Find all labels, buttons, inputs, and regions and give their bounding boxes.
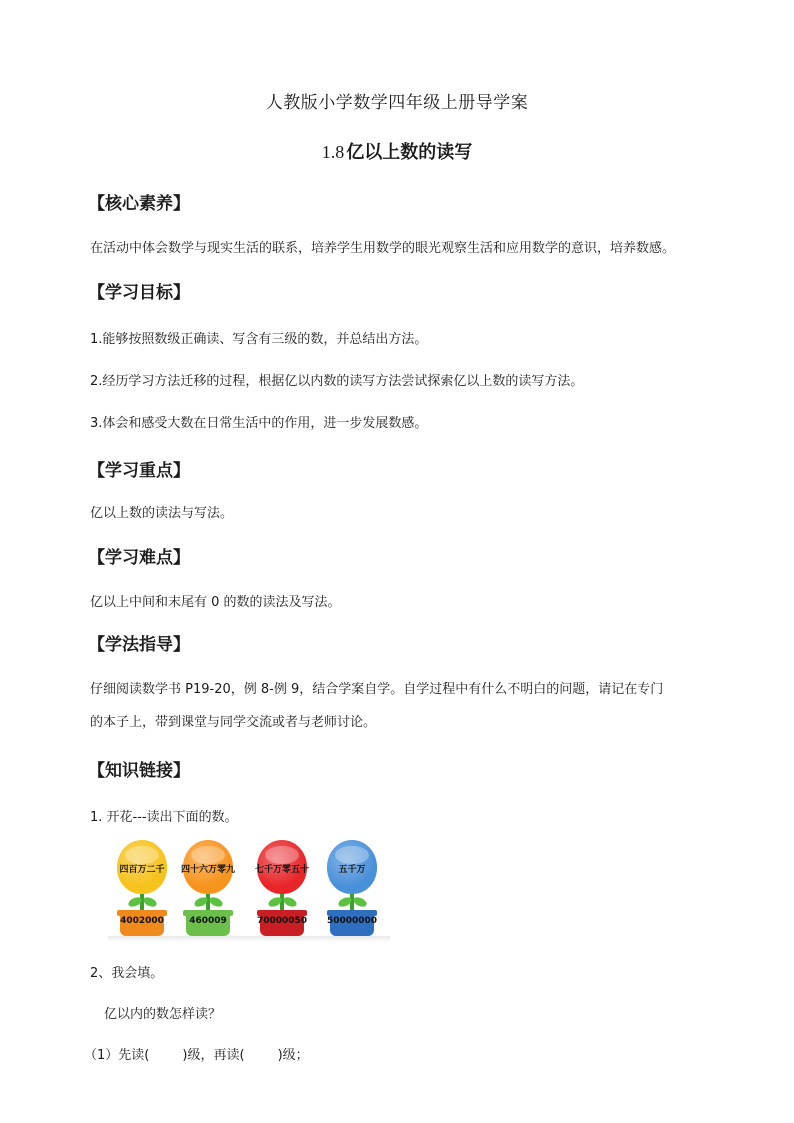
heading-core-literacy: 【核心素养】: [88, 194, 190, 214]
heading-study-method: 【学法指导】: [88, 635, 190, 655]
question-2-sub: 亿以内的数怎样读？: [104, 1007, 222, 1022]
lesson-number: 1.8: [321, 142, 345, 162]
lesson-name: 亿以上数的读写: [346, 142, 473, 163]
leaf-icon: [282, 895, 298, 908]
flower-3: [252, 840, 312, 940]
pot-number: 50000000: [326, 916, 378, 926]
core-literacy-text: 在活动中体会数学与现实生活的联系，培养学生用数学的眼光观察生活和应用数学的意识，培养数感。: [90, 241, 676, 256]
question-2: 2、我会填。: [90, 966, 164, 981]
difficulty-text: 亿以上中间和末尾有 0 的数的读法及写法。: [90, 595, 341, 610]
goal-item-1: 1.能够按照数级正确读、写含有三级的数，并总结出方法。: [90, 332, 428, 347]
flower-word: 四百万二千: [119, 865, 165, 875]
goal-item-2: 2.经历学习方法迁移的过程，根据亿以内数的读写方法尝试探索亿以上数的读写方法。: [90, 374, 584, 389]
leaf-icon: [352, 895, 368, 908]
flower-word: 五千万: [338, 865, 366, 875]
flower-illustration: [108, 840, 390, 944]
lesson-title: [0, 138, 794, 164]
flower-word: 四十六万零九: [180, 865, 235, 875]
flower-2: [178, 840, 238, 940]
pot-number: 4002000: [120, 916, 164, 926]
page-title: 人教版小学数学四年级上册导学案: [265, 93, 529, 113]
pot-number: 460009: [189, 916, 227, 926]
heading-difficulty: 【学习难点】: [88, 548, 190, 568]
heading-key-points: 【学习重点】: [88, 461, 190, 481]
study-method-line-2: 的本子上，带到课堂与同学交流或者与老师讨论。: [90, 715, 377, 730]
heading-learning-goals: 【学习目标】: [88, 283, 190, 303]
heading-knowledge-link: 【知识链接】: [88, 761, 190, 781]
question-1: 1. 开花---读出下面的数。: [90, 810, 238, 825]
leaf-icon: [142, 895, 158, 908]
flower-word: 七千万零五十: [254, 865, 309, 875]
leaf-icon: [208, 895, 224, 908]
key-points-text: 亿以上数的读法与写法。: [90, 506, 234, 521]
goal-item-3: 3.体会和感受大数在日常生活中的作用，进一步发展数感。: [90, 416, 428, 431]
pot-number: 70000050: [256, 916, 308, 926]
flower-1: [112, 840, 172, 940]
study-method-line-1: 仔细阅读数学书 P19-20，例 8-例 9，结合学案自学。自学过程中有什么不明白的问题，请记在专门: [90, 682, 664, 697]
flower-4: [322, 840, 382, 940]
question-2-fill-blank: （1）先读( )级，再读( )级；: [84, 1048, 309, 1063]
